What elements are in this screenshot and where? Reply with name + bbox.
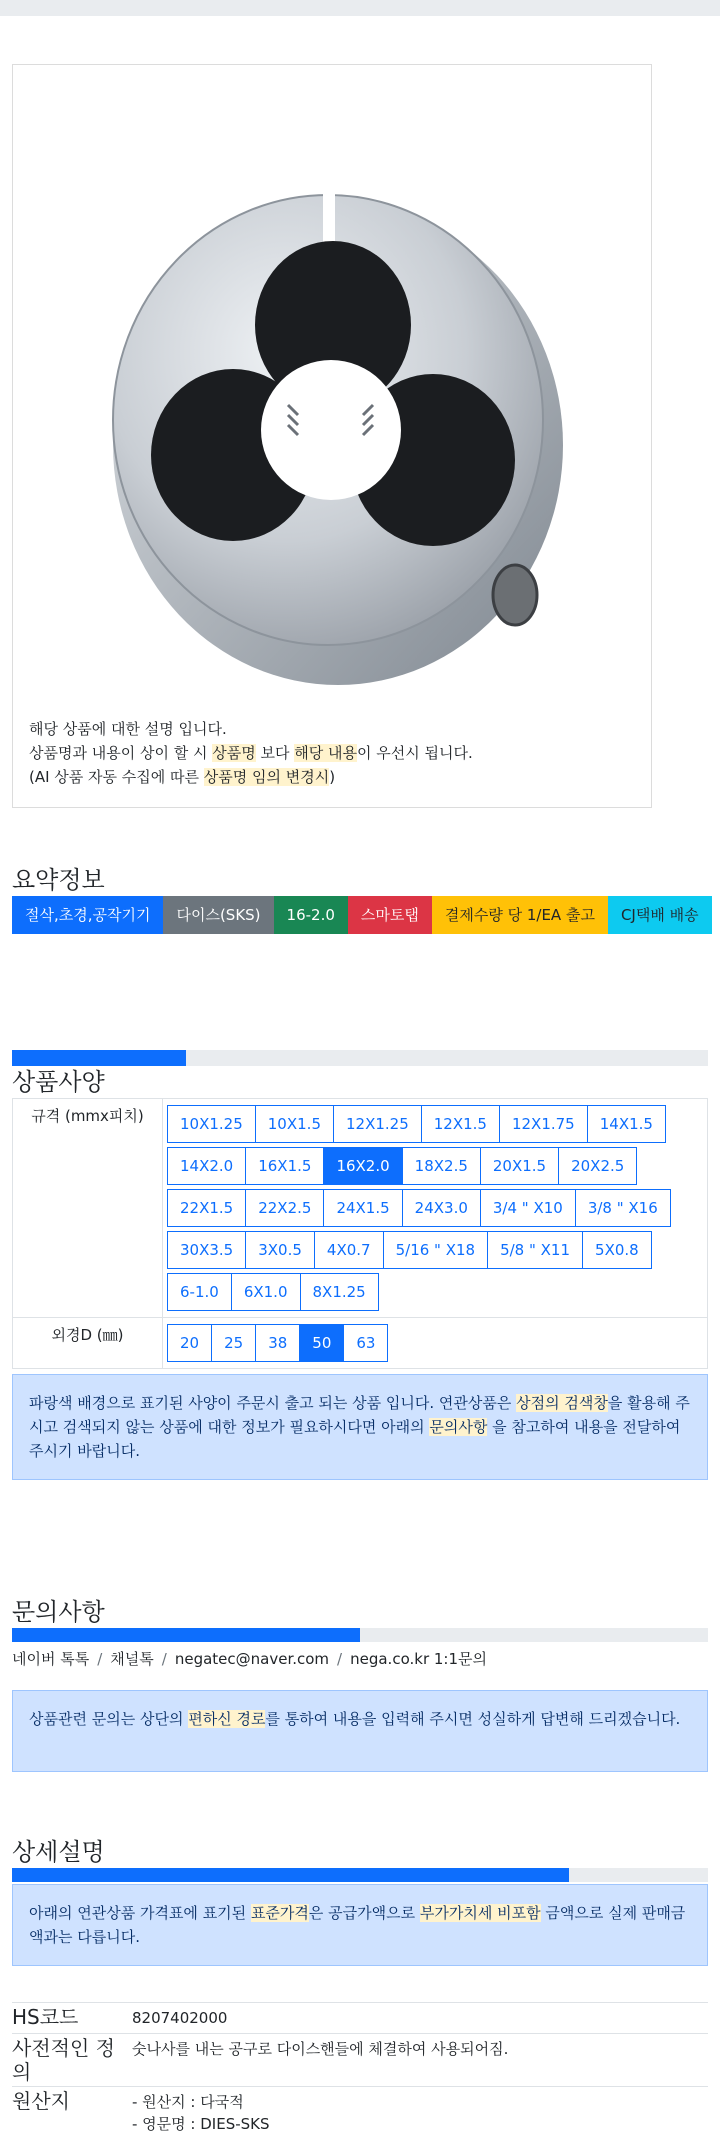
spec-table	[12, 1098, 708, 1369]
info-row-hs-code	[12, 2002, 708, 2033]
size-option[interactable]: 16X2.0	[323, 1147, 402, 1185]
summary-badge: 16-2.0	[274, 896, 348, 934]
size-option[interactable]: 22X2.5	[245, 1189, 324, 1227]
desc-text: 상품명과 내용이 상이 할 시	[29, 744, 213, 762]
desc-text: 보다	[255, 744, 295, 762]
size-option[interactable]: 24X3.0	[402, 1189, 481, 1227]
info-key: 사전적인 정의	[12, 2036, 115, 2084]
highlight-product-name: 상품명	[212, 744, 256, 762]
spec-notice	[12, 1374, 708, 1480]
inquiry-title: 문의사항	[12, 1598, 105, 1626]
info-row-origin	[12, 2086, 708, 2139]
info-key: HS코드	[12, 2005, 79, 2029]
diameter-option[interactable]: 38	[255, 1324, 300, 1362]
product-description	[29, 717, 473, 789]
size-option[interactable]: 6-1.0	[167, 1273, 232, 1311]
inquiry-progress	[12, 1628, 708, 1642]
contact-channel-talk[interactable]: 채널톡	[110, 1650, 154, 1668]
info-value-line: - 영문명 : DIES-SKS	[132, 2115, 270, 2133]
notice-text: 아래의 연관상품 가격표에 표기된	[29, 1904, 251, 1922]
spec-label-diameter: 외경D (㎜)	[13, 1318, 163, 1368]
spec-label-size: 규격 (mmx피치)	[13, 1099, 163, 1317]
detail-progress	[12, 1868, 708, 1882]
size-option[interactable]: 20X1.5	[480, 1147, 559, 1185]
size-option[interactable]: 24X1.5	[323, 1189, 402, 1227]
detail-title: 상세설명	[12, 1838, 105, 1866]
size-option[interactable]: 30X3.5	[167, 1231, 246, 1269]
summary-badge: CJ택배 배송	[608, 896, 712, 934]
spec-progress	[12, 1050, 708, 1066]
size-options	[163, 1099, 707, 1317]
highlight-vat-excluded: 부가가치세 비포함	[419, 1904, 541, 1922]
highlight-name-change: 상품명 임의 변경시	[203, 768, 330, 786]
size-option[interactable]: 5/8 " X11	[487, 1231, 583, 1269]
info-value-line: 숫나사를 내는 공구로 다이스핸들에 체결하여 사용되어짐.	[132, 2040, 509, 2058]
highlight-route: 편하신 경로	[188, 1710, 266, 1728]
detail-notice	[12, 1884, 708, 1966]
info-value	[132, 2034, 708, 2086]
size-option[interactable]: 3/8 " X16	[575, 1189, 671, 1227]
diameter-option[interactable]: 25	[211, 1324, 256, 1362]
info-row-definition	[12, 2033, 708, 2086]
size-option[interactable]: 12X1.25	[333, 1105, 422, 1143]
desc-line-3	[29, 765, 473, 789]
size-option[interactable]: 12X1.5	[421, 1105, 500, 1143]
contact-website[interactable]: nega.co.kr 1:1문의	[350, 1650, 487, 1668]
size-option[interactable]: 5X0.8	[582, 1231, 652, 1269]
contact-channels	[12, 1648, 487, 1669]
size-option[interactable]: 4X0.7	[314, 1231, 384, 1269]
size-option[interactable]: 3X0.5	[245, 1231, 315, 1269]
diameter-option[interactable]: 20	[167, 1324, 212, 1362]
spec-row-diameter	[13, 1318, 707, 1368]
size-option[interactable]: 14X1.5	[587, 1105, 666, 1143]
contact-email[interactable]: negatec@naver.com	[174, 1650, 330, 1668]
size-option[interactable]: 5/16 " X18	[383, 1231, 488, 1269]
contact-naver-talk[interactable]: 네이버 톡톡	[12, 1650, 90, 1668]
inquiry-notice	[12, 1690, 708, 1772]
size-option[interactable]: 22X1.5	[167, 1189, 246, 1227]
size-option[interactable]: 18X2.5	[402, 1147, 481, 1185]
info-value	[132, 2087, 708, 2139]
separator: /	[337, 1650, 343, 1668]
desc-text: 이 우선시 됩니다.	[356, 744, 473, 762]
summary-badge: 스마토탭	[348, 896, 432, 934]
diameter-option[interactable]: 50	[299, 1324, 344, 1362]
diameter-option[interactable]: 63	[343, 1324, 388, 1362]
size-option[interactable]: 20X2.5	[558, 1147, 637, 1185]
size-option[interactable]: 14X2.0	[167, 1147, 246, 1185]
summary-badge: 절삭,초경,공작기기	[12, 896, 163, 934]
summary-title: 요약정보	[12, 866, 105, 894]
size-option[interactable]: 12X1.75	[499, 1105, 588, 1143]
info-value	[132, 2003, 708, 2033]
notice-text: 상품관련 문의는 상단의	[29, 1710, 189, 1728]
info-value-line: 8207402000	[132, 2009, 228, 2027]
top-bar	[0, 0, 720, 16]
separator: /	[97, 1650, 103, 1668]
summary-badge: 다이스(SKS)	[163, 896, 273, 934]
round-die-image	[83, 115, 583, 715]
highlight-standard-price: 표준가격	[250, 1904, 309, 1922]
size-option[interactable]: 10X1.25	[167, 1105, 256, 1143]
summary-badges	[12, 896, 712, 934]
size-option[interactable]: 16X1.5	[245, 1147, 324, 1185]
notice-text: 금액으로 실제 판매금액과는 다릅니다.	[29, 1904, 686, 1946]
diameter-options	[163, 1318, 707, 1368]
detail-progress-fill	[12, 1868, 569, 1882]
summary-badge: 결제수량 당 1/EA 출고	[432, 896, 608, 934]
info-value-line: - 원산지 : 다국적	[132, 2093, 244, 2111]
size-option[interactable]: 6X1.0	[231, 1273, 301, 1311]
spec-row-size	[13, 1099, 707, 1318]
separator: /	[161, 1650, 167, 1668]
desc-line-2	[29, 741, 473, 765]
highlight-content: 해당 내용	[294, 744, 357, 762]
notice-text: 을 참고하여 내용을 전달하여 주시기 바랍니다.	[29, 1418, 681, 1460]
detail-info-table	[12, 2002, 708, 2139]
desc-line-1: 해당 상품에 대한 설명 입니다.	[29, 720, 227, 738]
notice-text: 파랑색 배경으로 표기된 사양이 주문시 출고 되는 상품 입니다. 연관상품은	[29, 1394, 517, 1412]
desc-text: )	[329, 768, 336, 786]
notice-text: 을 활용해 주시고 검색되지 않는 상품에 대한 정보가 필요하시다면 아래의	[29, 1394, 690, 1436]
product-card	[12, 64, 652, 808]
size-option[interactable]: 10X1.5	[255, 1105, 334, 1143]
info-key: 원산지	[12, 2089, 70, 2113]
highlight-search: 상점의 검색창	[516, 1394, 608, 1412]
notice-text: 를 통하여 내용을 입력해 주시면 성실하게 답변해 드리겠습니다.	[265, 1710, 681, 1728]
notice-text: 은 공급가액으로	[308, 1904, 420, 1922]
inquiry-progress-fill	[12, 1628, 360, 1642]
spec-title: 상품사양	[12, 1068, 105, 1096]
size-option[interactable]: 8X1.25	[300, 1273, 379, 1311]
size-option[interactable]: 3/4 " X10	[480, 1189, 576, 1227]
desc-text: (AI 상품 자동 수집에 따른	[29, 768, 204, 786]
highlight-inquiry: 문의사항	[429, 1418, 488, 1436]
